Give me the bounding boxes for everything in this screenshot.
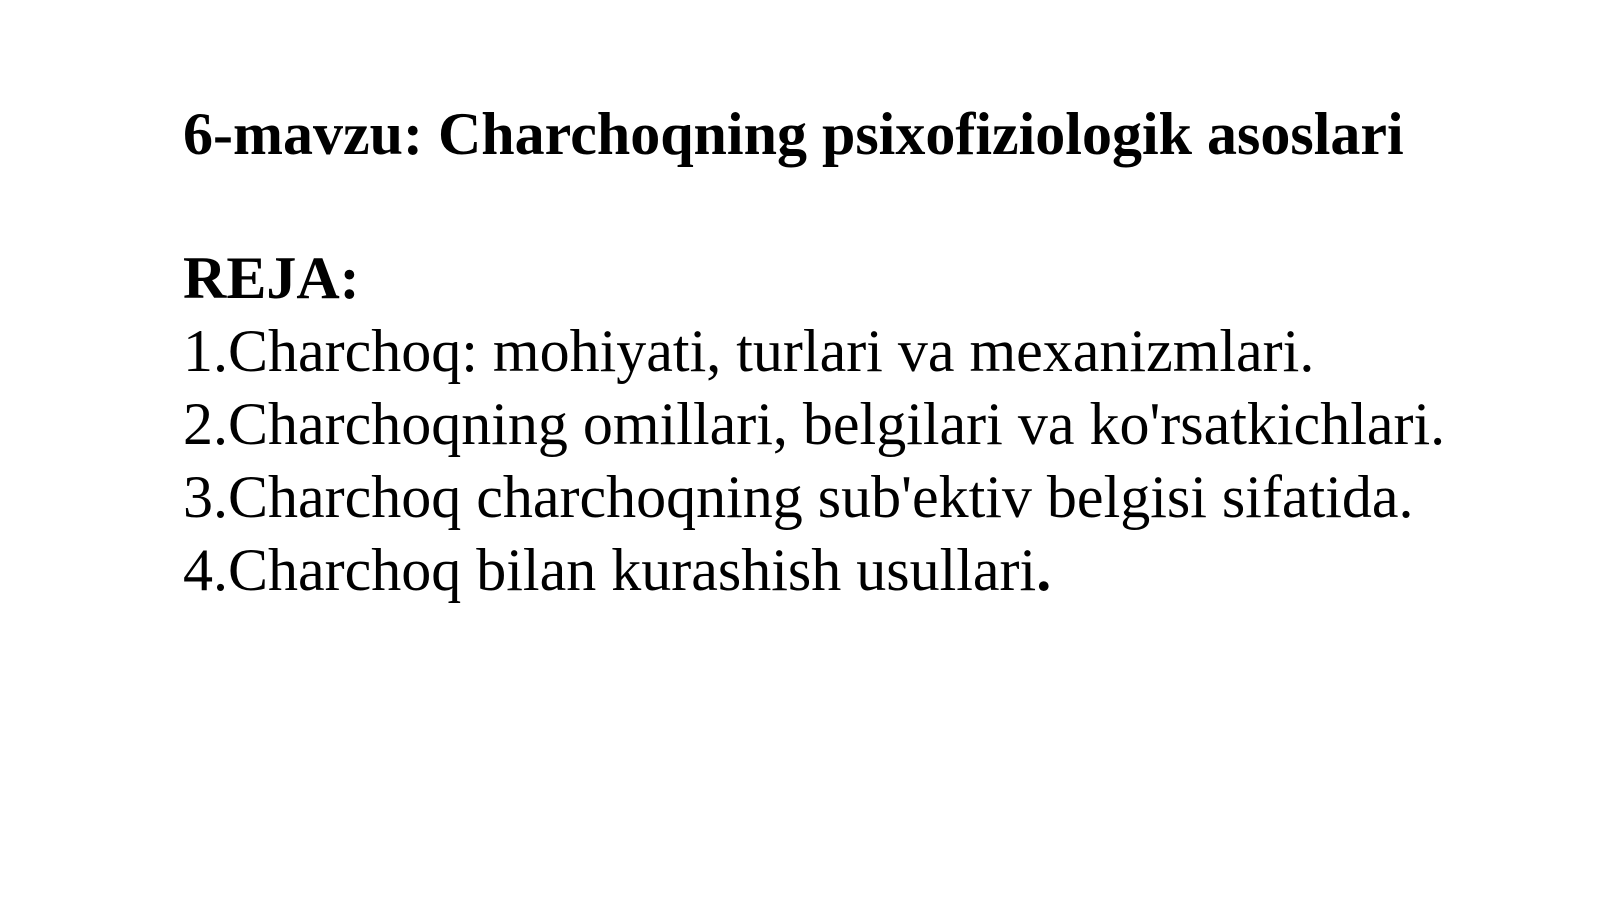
- plan-block: [183, 242, 1483, 607]
- plan-heading: REJA:: [183, 245, 360, 311]
- plan-item-4: [183, 534, 1483, 607]
- plan-item-1: 1.Charchoq: mohiyati, turlari va mexanizmlari.: [183, 318, 1315, 384]
- plan-item-4-period: .: [1036, 537, 1052, 603]
- plan-item-2: 2.Charchoqning omillari, belgilari va ko'rsatkichlari.: [183, 391, 1446, 457]
- slide-title: 6-mavzu: Charchoqning psixofiziologik asoslari: [183, 101, 1404, 167]
- plan-item-3: 3.Charchoq charchoqning sub'ektiv belgisi sifatida.: [183, 464, 1414, 530]
- plan-item-4-text: 4.Charchoq bilan kurashish usullari: [183, 537, 1037, 603]
